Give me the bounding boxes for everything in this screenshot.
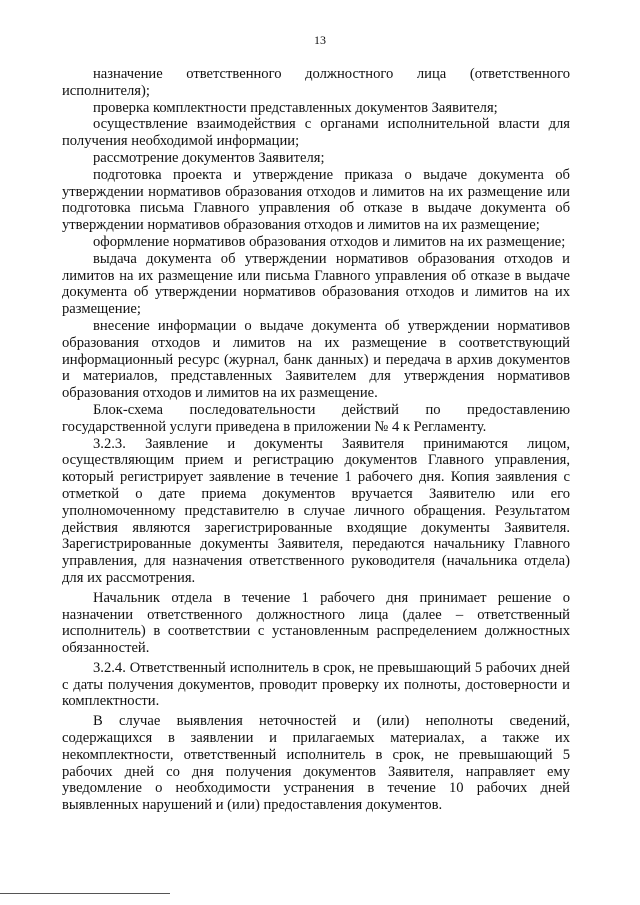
paragraph: назначение ответственного должностного лица (ответственного исполнителя); — [62, 66, 570, 99]
section-3-2-3-paragraph: 3.2.3. Заявление и документы Заявителя принимаются лицом, осуществляющим прием и регистрацию документов Главного управления, который регистрирует заявление в течение 1 рабочего дня. Копия заявления с отметкой о дате приема документов вручается Заявителю или его уполномоченному представителю в случае личного обращения. Результатом действия являются зарегистрированные входящие документы Заявителя. Зарегистрированные документы Заявителя, передаются начальнику Главного управления, для назначения ответственного руководителя (начальника отдела) для их рассмотрения. — [62, 435, 570, 586]
paragraph: оформление нормативов образования отходов и лимитов на их размещение; — [93, 233, 566, 250]
paragraph: рассмотрение документов Заявителя; — [93, 149, 325, 166]
paragraph: осуществление взаимодействия с органами исполнительной власти для получения необходимой информации; — [62, 116, 570, 150]
paragraph: подготовка проекта и утверждение приказа о выдаче документа об утверждении нормативов образования отходов и лимитов на их размещение или подготовка письма Главного управления об отказе в выдаче документа об утверждении нормативов образования отходов и лимитов на их размещение; — [62, 166, 570, 234]
footer-divider — [0, 893, 170, 894]
section-3-2-4-paragraph: 3.2.4. Ответственный исполнитель в срок, не превышающий 5 рабочих дней с даты получения документов, проводит проверку их полноты, достоверности и комплектности. — [62, 659, 570, 710]
paragraph: Блок-схема последовательности действий по предоставлению государственной услуги приведена в приложении № 4 к Регламенту. — [62, 401, 570, 435]
document-body — [62, 66, 570, 814]
paragraph: выдача документа об утверждении нормативов образования отходов и лимитов на их размещение или письма Главного управления об отказе в выдаче документа об утверждении нормативов образования отходов и лимитов на их размещение; — [62, 250, 570, 318]
paragraph: проверка комплектности представленных документов Заявителя; — [93, 99, 498, 116]
page-number: 13 — [314, 33, 326, 47]
paragraph: внесение информации о выдаче документа об утверждении нормативов образования отходов и лимитов на их размещение в соответствующий информационный ресурс (журнал, банк данных) и передача в архив документов и материалов, представленных Заявителем для утверждения нормативов образования отходов и лимитов на их размещение. — [62, 317, 570, 402]
paragraph: В случае выявления неточностей и (или) неполноты сведений, содержащихся в заявлении и прилагаемых материалах, а также их некомплектности, ответственный исполнитель в срок, не превышающий 5 рабочих дней со дня получения документов Заявителя, направляет ему уведомление о необходимости устранения в течение 10 рабочих дней выявленных нарушений и (или) предоставления документов. — [62, 713, 570, 814]
paragraph: Начальник отдела в течение 1 рабочего дня принимает решение о назначении ответственного должностного лица (далее – ответственный исполнитель) в соответствии с установленным распределением должностных обязанностей. — [62, 589, 570, 657]
